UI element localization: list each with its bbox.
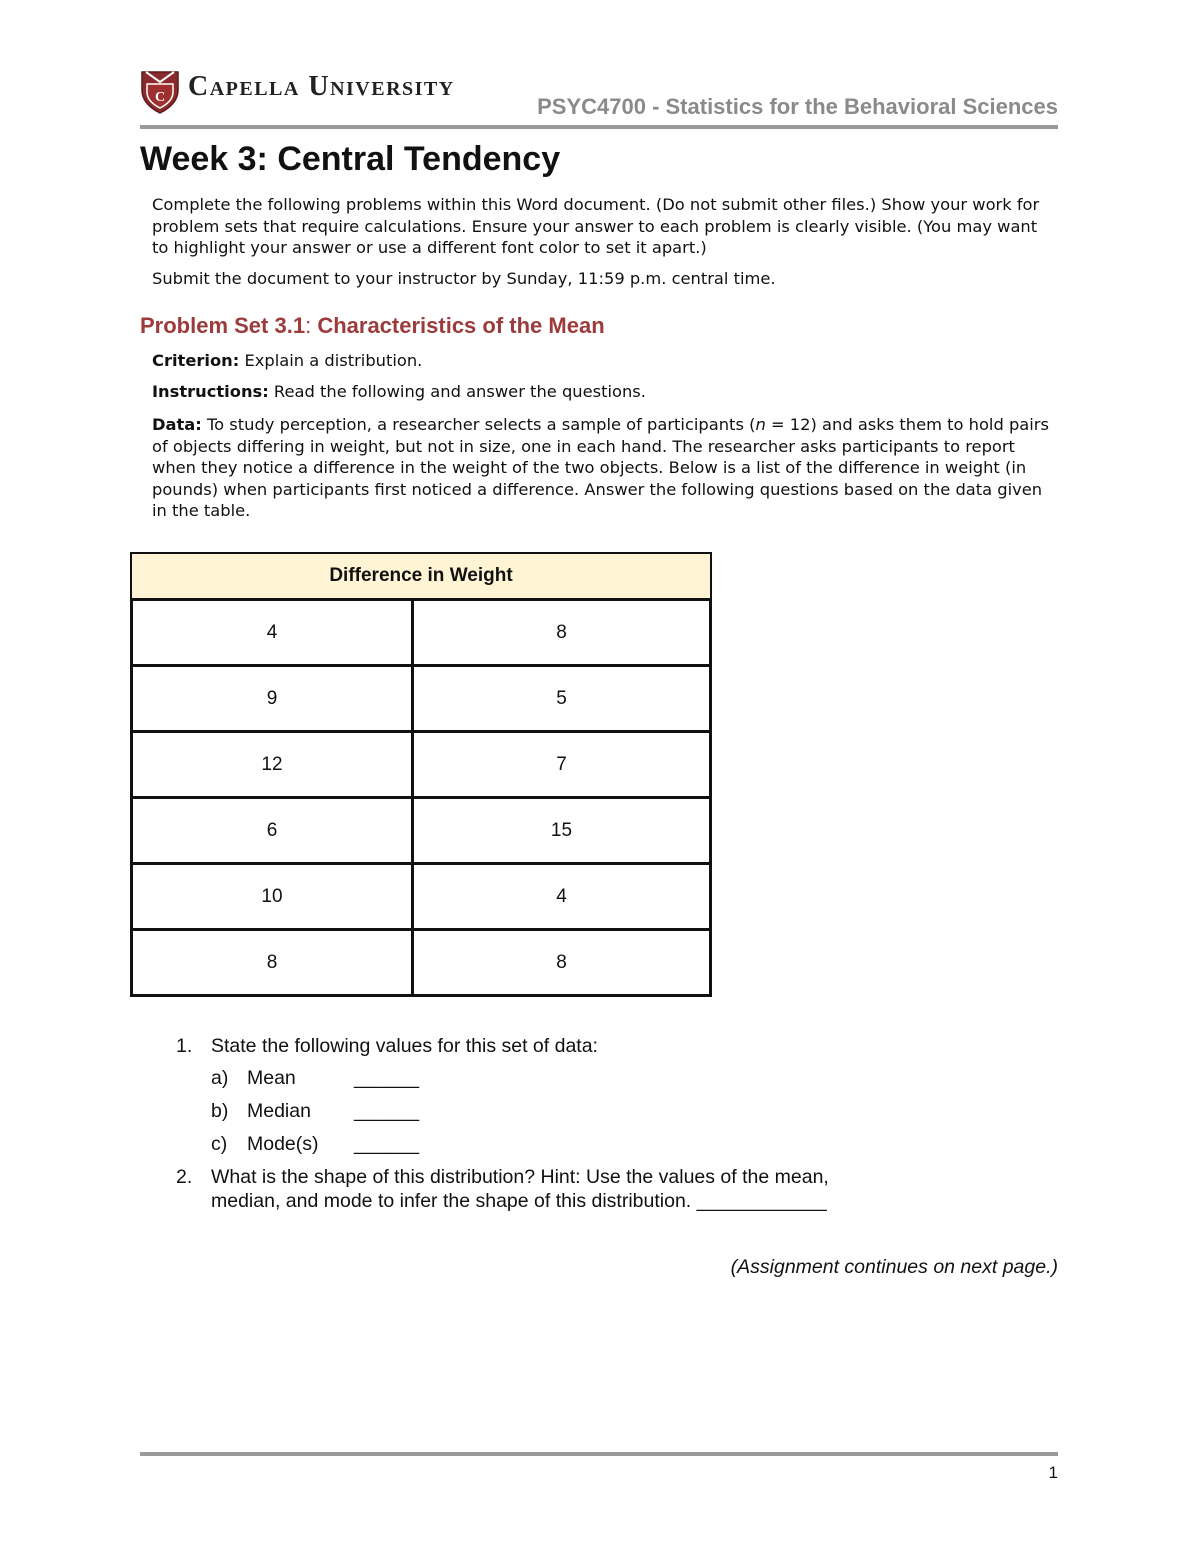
question-text: State the following values for this set of data: — [211, 1035, 598, 1057]
problem-set-number: Problem Set 3.1 — [140, 313, 306, 338]
intro-paragraph: Complete the following problems within this Word document. (Do not submit other files.) Show your work for problem sets that require calculations. Ensure your answer to each problem is clearly visible. (You may want to highlight your answer or use a different font color to set it apart.) — [152, 195, 1040, 257]
answer-blank[interactable]: ______ — [354, 1133, 420, 1155]
table-cell: 6 — [133, 799, 414, 862]
header-divider — [140, 125, 1058, 129]
problem-set-heading — [140, 313, 605, 339]
instructions-text: Read the following and answer the questions. — [268, 382, 646, 401]
subquestion-letter: b) — [211, 1100, 229, 1122]
table-row — [130, 865, 712, 931]
logo-wordmark: Capella University — [188, 71, 455, 102]
question-text-line1: What is the shape of this distribution? Hint: Use the values of the mean, — [211, 1166, 829, 1188]
table-row — [130, 799, 712, 865]
svg-text:C: C — [154, 90, 166, 105]
table-row — [130, 601, 712, 667]
instructions-line — [152, 381, 1058, 403]
table-cell: 8 — [133, 931, 414, 994]
table-cell: 4 — [556, 885, 567, 907]
subquestion-label: Median — [247, 1100, 311, 1122]
data-n-symbol: n — [755, 415, 766, 434]
table-cell: 8 — [556, 621, 567, 643]
table-cell: 10 — [133, 865, 414, 928]
data-text-a: To study perception, a researcher selects a sample of participants ( — [201, 415, 756, 434]
criterion-label: Criterion: — [152, 351, 240, 370]
table-cell: 8 — [556, 951, 567, 973]
criterion-line — [152, 350, 1058, 372]
capella-logo — [140, 68, 455, 114]
footer-divider — [140, 1452, 1058, 1456]
subquestion-label: Mean — [247, 1067, 296, 1089]
course-title: PSYC4700 - Statistics for the Behavioral Sciences — [537, 94, 1058, 119]
subquestion-letter: a) — [211, 1067, 229, 1089]
continue-note: (Assignment continues on next page.) — [730, 1256, 1058, 1278]
criterion-text: Explain a distribution. — [239, 351, 423, 370]
question-number: 2. — [176, 1166, 193, 1188]
question-number: 1. — [176, 1035, 193, 1057]
heading-separator: : — [305, 313, 312, 338]
page-title: Week 3: Central Tendency — [140, 140, 561, 178]
capella-shield-icon — [140, 68, 180, 114]
page-header — [140, 68, 1058, 132]
table-header: Difference in Weight — [130, 552, 712, 601]
data-description — [152, 414, 1058, 522]
difference-weight-table — [130, 552, 712, 997]
table-cell: 4 — [133, 601, 414, 664]
table-cell: 12 — [133, 733, 414, 796]
subquestion-label: Mode(s) — [247, 1133, 319, 1155]
table-cell: 7 — [556, 753, 567, 775]
subquestion-letter: c) — [211, 1133, 228, 1155]
table-cell: 15 — [550, 819, 573, 841]
data-label: Data: — [152, 415, 202, 434]
table-cell: 9 — [133, 667, 414, 730]
table-cell: 5 — [556, 687, 567, 709]
problem-set-title: Characteristics of the Mean — [311, 313, 605, 338]
answer-blank[interactable]: ______ — [354, 1067, 420, 1089]
submission-note: Submit the document to your instructor by Sunday, 11:59 p.m. central time. — [152, 269, 776, 288]
answer-blank[interactable]: ______ — [354, 1100, 420, 1122]
page-number: 1 — [1048, 1463, 1058, 1482]
table-row — [130, 931, 712, 997]
data-text-b: = 12) and asks them to hold pairs of objects differing in weight, but not in size, one in each hand. The researcher asks participants to report when they notice a difference in the weight of the two objects. Below is a list of the difference in weight (in pounds) when participants first noticed a difference. Answer the following questions based on the data given in the table. — [152, 415, 1049, 520]
question-text-line2[interactable]: median, and mode to infer the shape of this distribution. ____________ — [211, 1190, 827, 1212]
instructions-label: Instructions: — [152, 382, 269, 401]
table-row — [130, 733, 712, 799]
table-row — [130, 667, 712, 733]
